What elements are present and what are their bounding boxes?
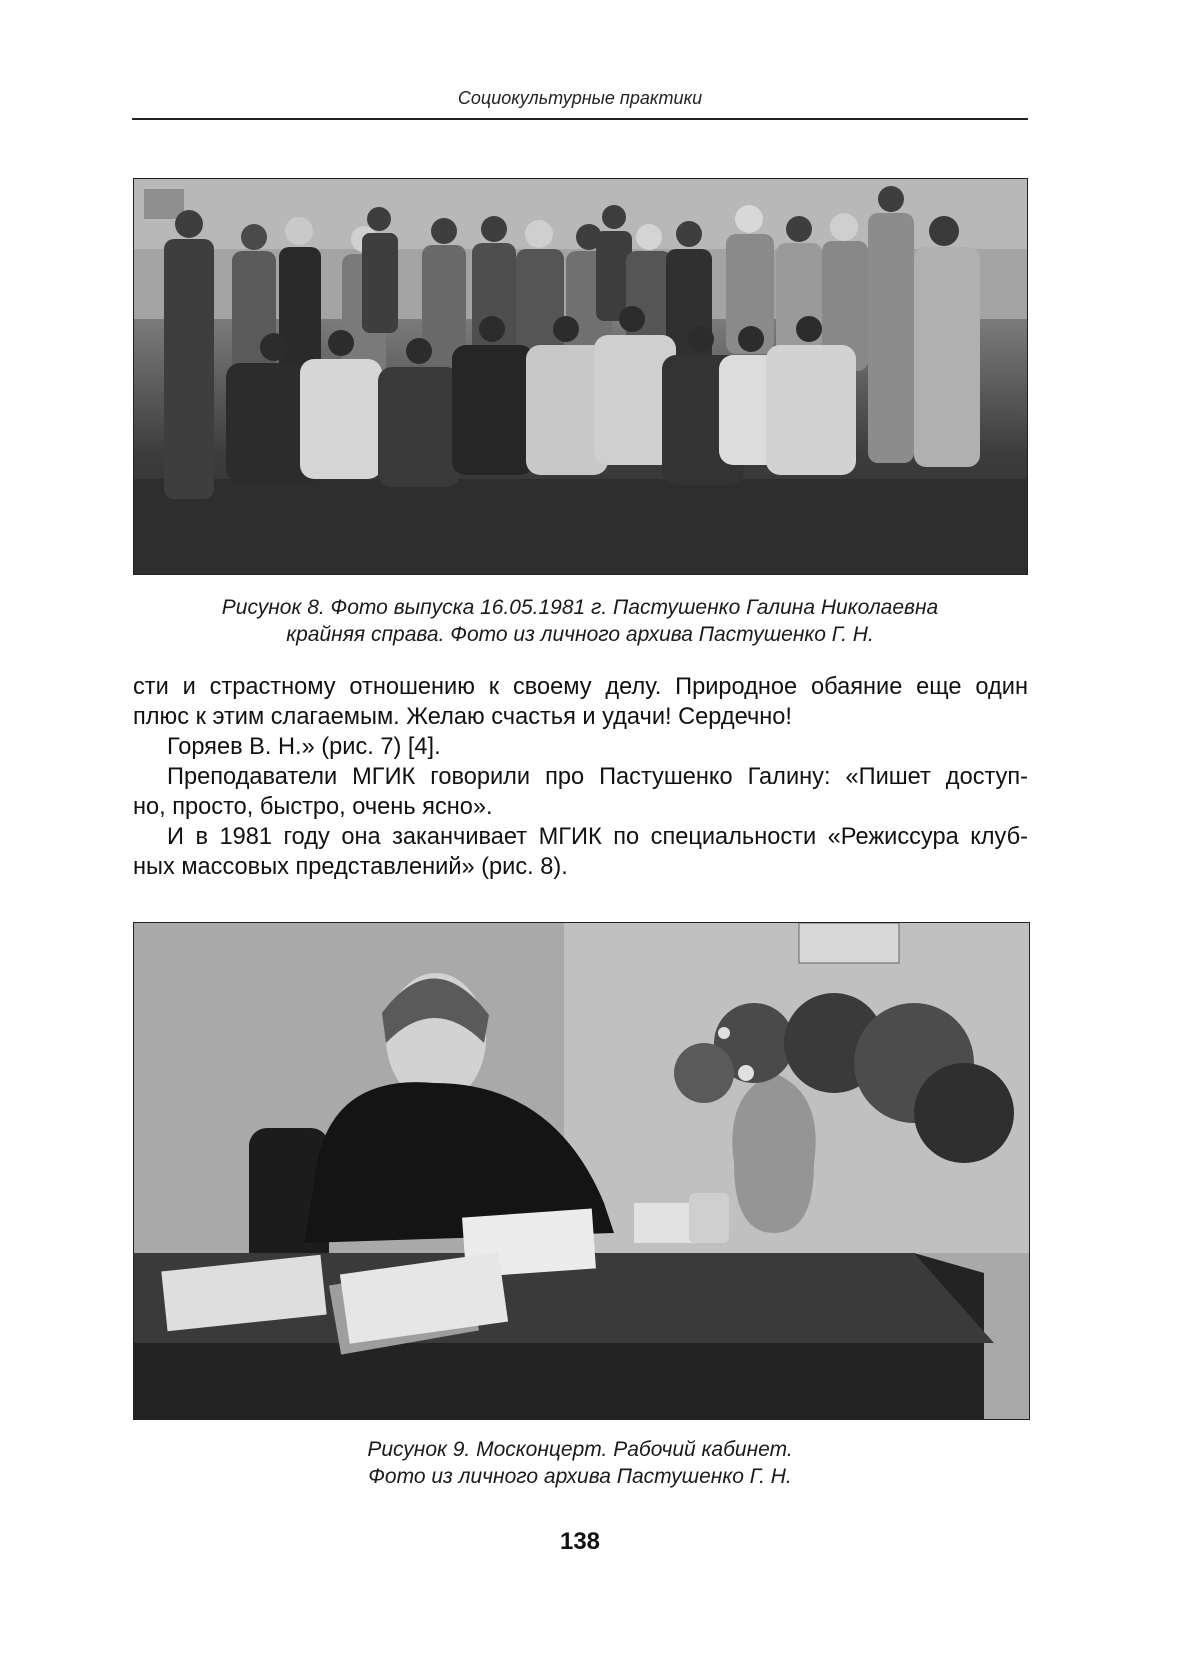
figure-9-caption (132, 1436, 1028, 1490)
office-desk-photo (133, 922, 1030, 1420)
body-line: И в 1981 году она заканчивает МГИК по специальности «Режиссура клуб- (167, 824, 1028, 850)
body-line: Горяев В. Н.» (рис. 7) [4]. (167, 734, 441, 760)
figure-9-caption-line: Рисунок 9. Москонцерт. Рабочий кабинет. (367, 1438, 793, 1461)
graduation-group-photo (133, 178, 1028, 575)
office-photo-illustration (134, 923, 1029, 1419)
figure-8-caption (132, 594, 1028, 648)
figure-8-caption-line: крайняя справа. Фото из личного архива Пастушенко Г. Н. (286, 623, 874, 646)
running-header: Социокультурные практики (457, 88, 703, 108)
figure-8-caption-line: Рисунок 8. Фото выпуска 16.05.1981 г. Пастушенко Галина Николаевна (221, 596, 939, 619)
body-line: ных массовых представлений» (рис. 8). (133, 854, 568, 880)
body-line: но, просто, быстро, очень ясно». (133, 794, 493, 820)
body-line: сти и страстному отношению к своему делу. Природное обаяние еще один (133, 674, 1028, 700)
page-number: 138 (559, 1528, 601, 1555)
graduation-photo-illustration (134, 179, 1027, 574)
header-rule (132, 118, 1028, 120)
body-text (133, 672, 1028, 882)
figure-9-caption-line: Фото из личного архива Пастушенко Г. Н. (368, 1465, 792, 1488)
body-line: плюс к этим слагаемым. Желаю счастья и удачи! Сердечно! (133, 704, 792, 730)
body-line: Преподаватели МГИК говорили про Пастушенко Галину: «Пишет доступ- (167, 764, 1028, 790)
